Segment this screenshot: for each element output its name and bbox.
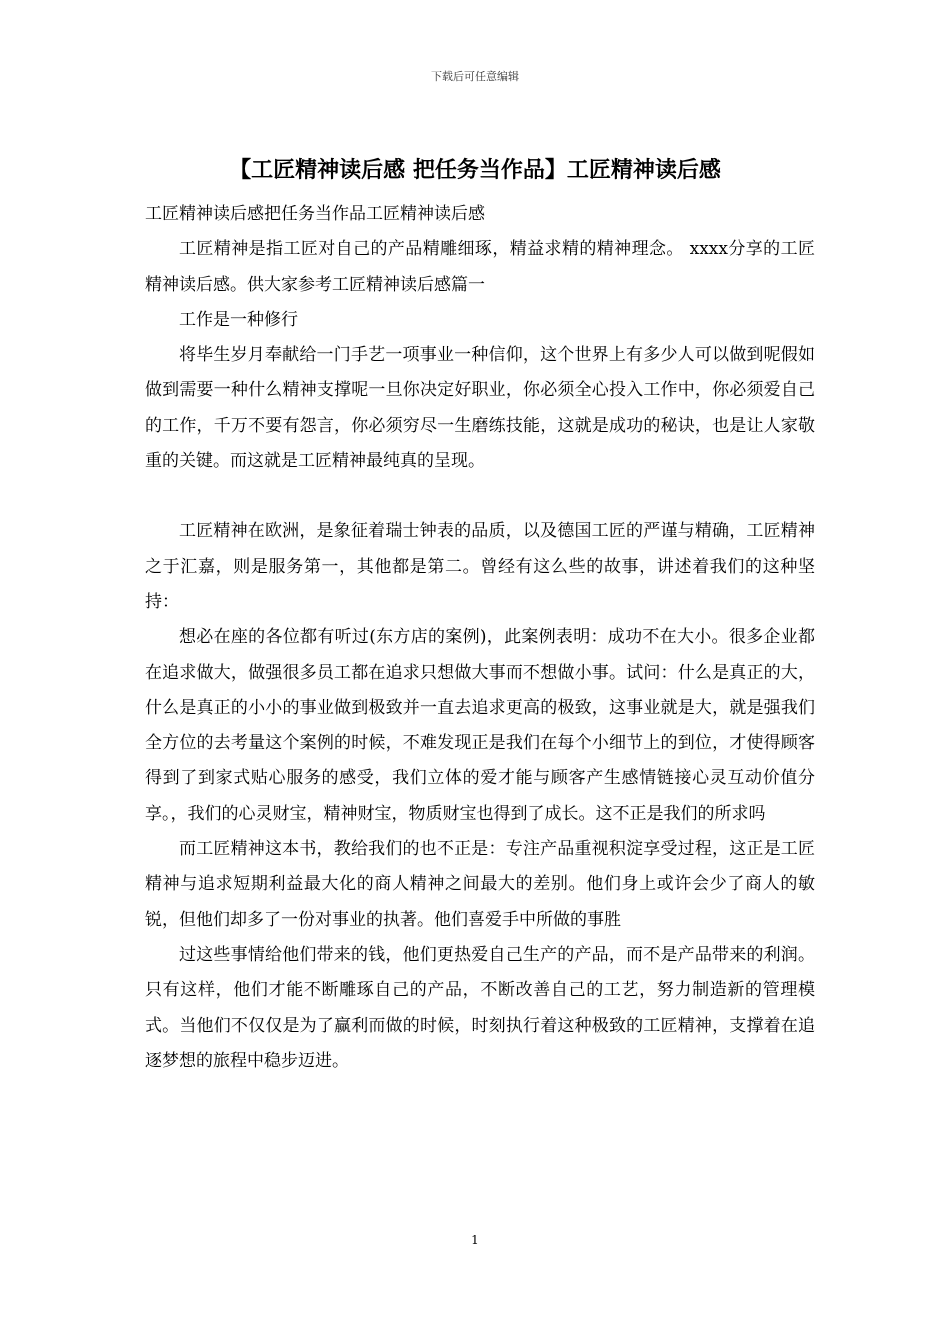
paragraph-profit: 过这些事情给他们带来的钱，他们更热爱自己生产的产品，而不是产品带来的利润。只有这样，他们才能不断雕琢自己的产品，不断改善自己的工艺，努力制造新的管理模式。当他们不仅仅是为了赢利而做的时候，时刻执行着这种极致的工匠精神，支撑着在追逐梦想的旅程中稳步迈进。 (145, 944, 815, 1071)
paragraph-subtitle: 工匠精神读后感把任务当作品工匠精神读后感 (145, 204, 485, 224)
document-body (145, 197, 815, 1079)
paragraph-dedication: 将毕生岁月奉献给一门手艺一项事业一种信仰，这个世界上有多少人可以做到呢假如做到需要一种什么精神支撑呢一旦你决定好职业，你必须全心投入工作中，你必须爱自己的工作，千万不要有怨言，你必须穷尽一生磨练技能，这就是成功的秘诀，也是让人家敬重的关键。而这就是工匠精神最纯真的呈现。 (145, 345, 815, 472)
paragraph-heading: 工作是一种修行 (179, 309, 298, 330)
paragraph-case: 想必在座的各位都有听过(东方店的案例)，此案例表明：成功不在大小。很多企业都在追求做大，做强很多员工都在追求只想做大事而不想做小事。试问：什么是真正的大，什么是真正的小小的事业做到极致并一直去追求更高的极致，这事业就是大，就是强我们全方位的去考量这个案例的时候，不难发现正是我们在每个小细节上的到位，才使得顾客得到了到家式贴心服务的感受，我们立体的爱才能与顾客产生感情链接心灵互动价值分享。，我们的心灵财宝，精神财宝，物质财宝也得到了成长。这不正是我们的所求吗 (145, 627, 815, 824)
page-number: 1 (471, 1233, 479, 1247)
paragraph-europe: 工匠精神在欧洲，是象征着瑞士钟表的品质，以及德国工匠的严谨与精确，工匠精神之于汇嘉，则是服务第一，其他都是第二。曾经有这么些的故事，讲述着我们的这种坚持： (145, 521, 815, 612)
paragraph-book: 而工匠精神这本书，教给我们的也不正是：专注产品重视积淀享受过程，这正是工匠精神与追求短期利益最大化的商人精神之间最大的差别。他们身上或许会少了商人的敏锐，但他们却多了一份对事业的执著。他们喜爱手中所做的事胜 (145, 839, 815, 930)
download-note: 下载后可任意编辑 (431, 70, 519, 83)
document-title: 【工匠精神读后感 把任务当作品】工匠精神读后感 (229, 157, 721, 183)
paragraph-intro: 工匠精神是指工匠对自己的产品精雕细琢，精益求精的精神理念。 xxxx分享的工匠精神读后感。供大家参考工匠精神读后感篇一 (145, 239, 815, 295)
